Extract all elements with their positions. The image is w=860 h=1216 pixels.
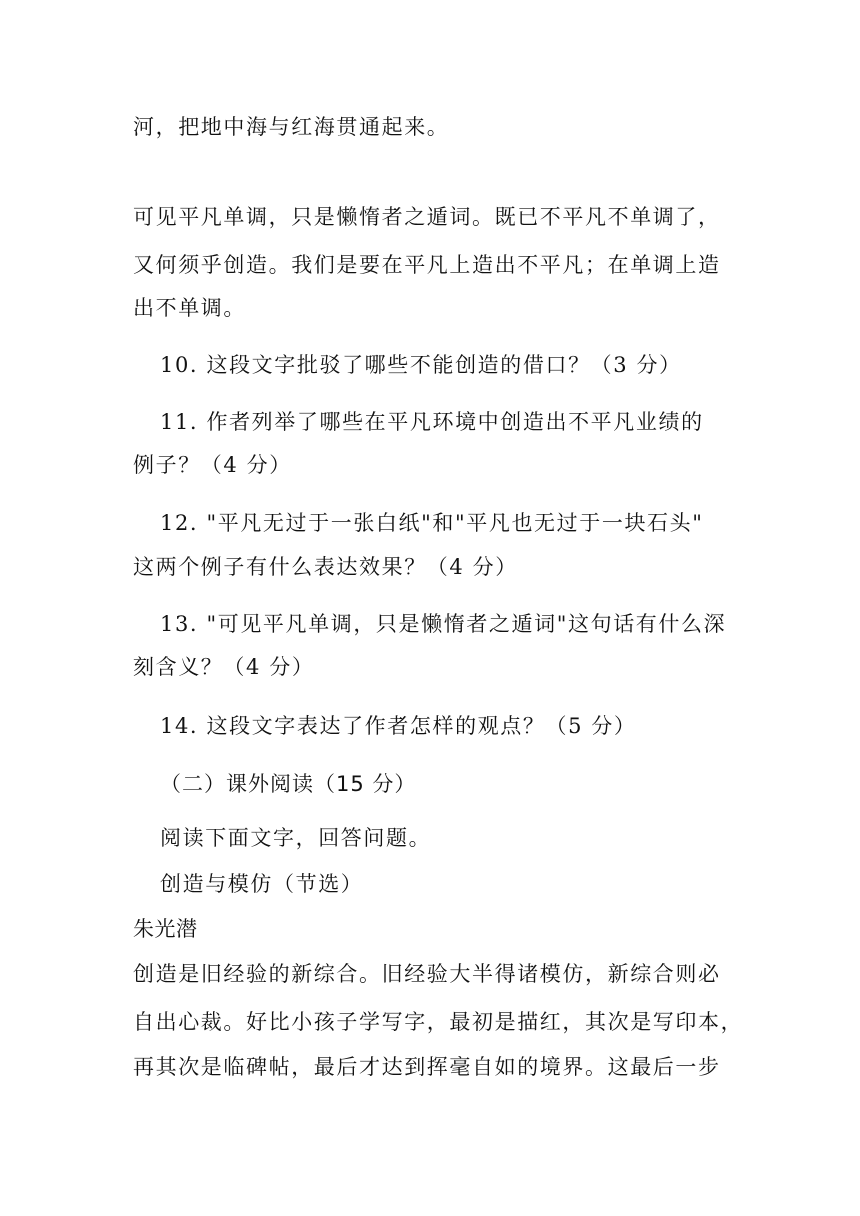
paragraph-line: 可见平凡单调，只是懒惰者之遁词。既已不平凡不单调了， [133,205,721,229]
instruction-line: 阅读下面文字，回答问题。 [160,826,432,850]
question-12: 12. "平凡无过于一张白纸"和"平凡也无过于一块石头" [160,511,704,535]
paragraph-line: 再其次是临碑帖，最后才达到挥毫自如的境界。这最后一步 [133,1055,721,1079]
paragraph-line: 创造是旧经验的新综合。旧经验大半得诸模仿，新综合则必 [133,962,721,986]
question-12-continued: 这两个例子有什么表达效果？（4 分） [133,555,518,579]
question-14: 14. 这段文字表达了作者怎样的观点？（5 分） [160,714,637,738]
article-author: 朱光潜 [133,917,198,941]
question-10: 10. 这段文字批驳了哪些不能创造的借口？（3 分） [160,353,682,377]
paragraph-line: 自出心裁。好比小孩子学写字，最初是描红，其次是写印本， [133,1010,744,1034]
question-13-continued: 刻含义？（4 分） [133,655,315,679]
question-11-continued: 例子？（4 分） [133,453,292,477]
paragraph-line: 又何须乎创造。我们是要在平凡上造出不平凡；在单调上造 [133,253,721,277]
paragraph-line: 河，把地中海与红海贯通起来。 [133,115,450,139]
article-title: 创造与模仿（节选） [160,872,364,896]
question-13: 13. "可见平凡单调，只是懒惰者之遁词"这句话有什么深 [160,612,727,636]
section-heading: （二）课外阅读（15 分） [160,772,417,796]
paragraph-line: 出不单调。 [133,296,246,320]
question-11: 11. 作者列举了哪些在平凡环境中创造出不平凡业绩的 [160,410,704,434]
